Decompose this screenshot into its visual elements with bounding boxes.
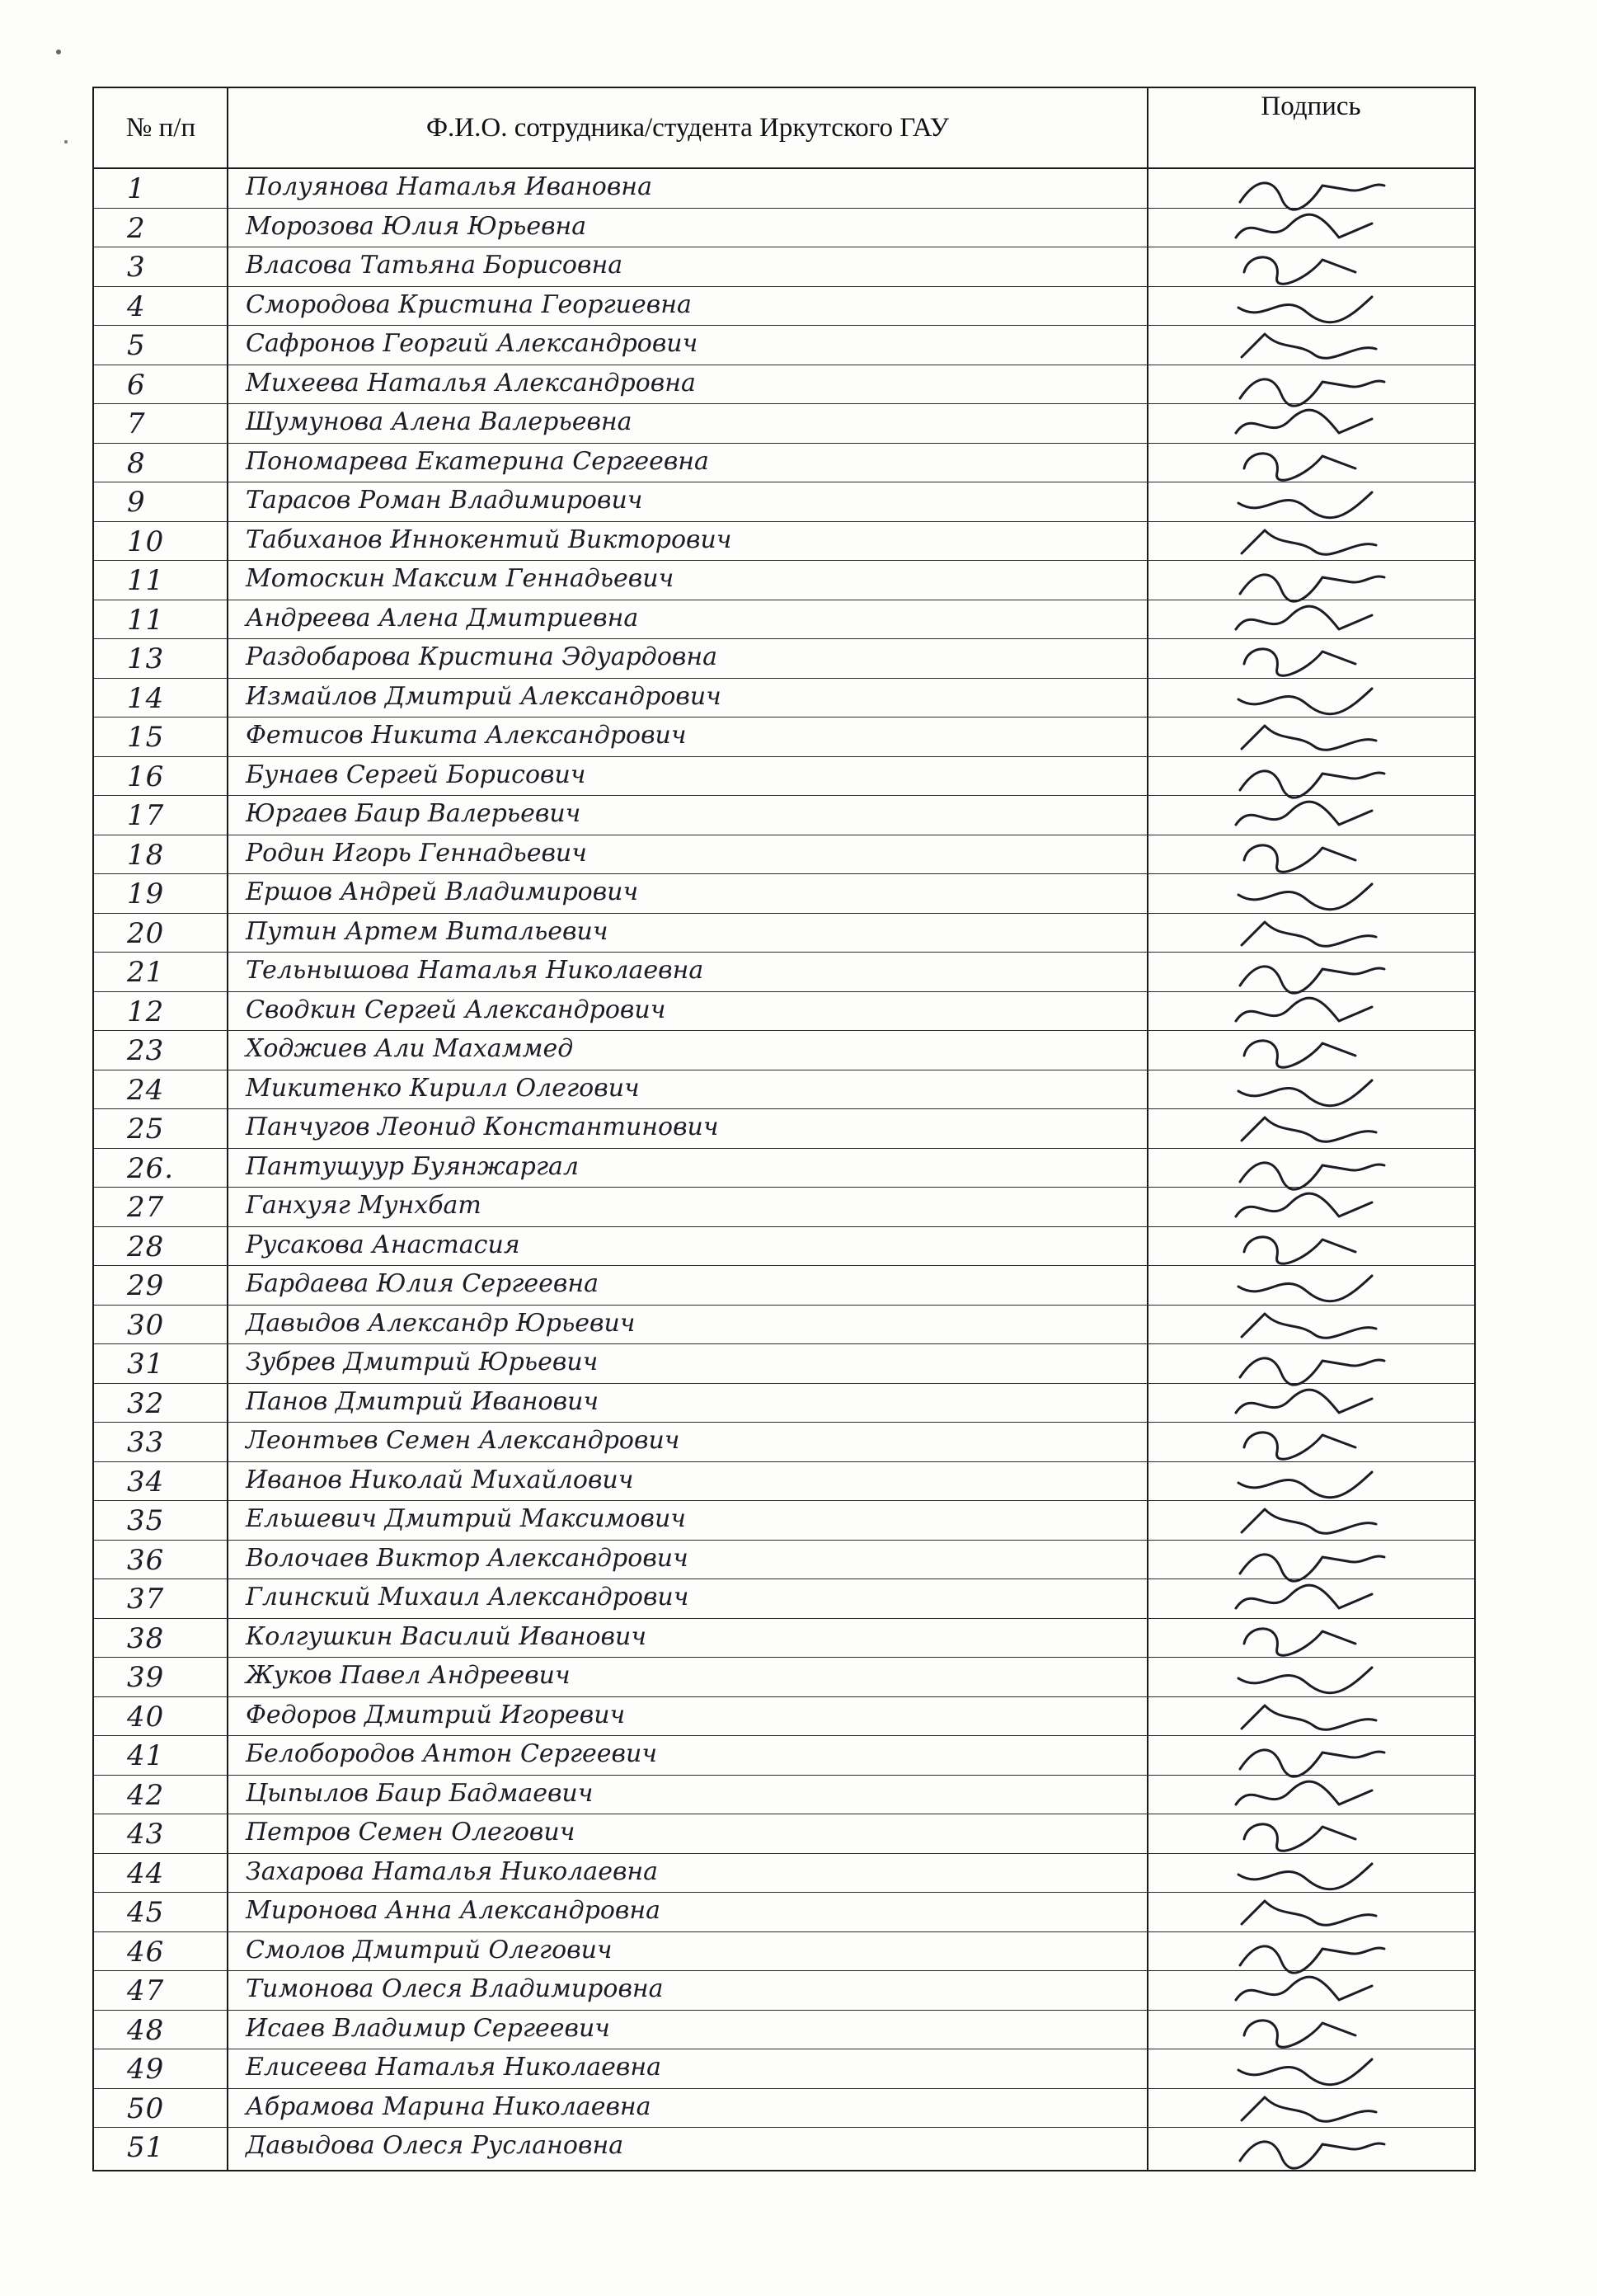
row-number: 34 (127, 1465, 165, 1499)
row-full-name: Пономарева Екатерина Сергеевна (246, 446, 709, 476)
row-full-name: Сводкин Сергей Александрович (246, 995, 666, 1024)
row-full-name: Ганхуяг Мунхбат (246, 1191, 481, 1220)
table-row (94, 1344, 1474, 1384)
row-number: 15 (127, 721, 165, 754)
header-full-name: Ф.И.О. сотрудника/студента Иркутского ГАУ (425, 112, 950, 143)
table-row (94, 247, 1474, 287)
row-number: 25 (127, 1113, 165, 1146)
scan-speck (56, 49, 61, 54)
table-row (94, 1306, 1474, 1345)
row-full-name: Федоров Дмитрий Игоревич (246, 1700, 626, 1729)
row-number: 51 (127, 2131, 165, 2164)
row-number: 2 (127, 211, 146, 245)
table-row (94, 1541, 1474, 1580)
table-row (94, 1619, 1474, 1658)
row-full-name: Тарасов Роман Владимирович (246, 486, 643, 515)
row-full-name: Ершов Андрей Владимирович (246, 877, 639, 906)
row-full-name: Родин Игорь Геннадьевич (246, 838, 587, 868)
table-row (94, 1579, 1474, 1619)
table-row (94, 1501, 1474, 1541)
table-row (94, 1854, 1474, 1894)
signature-sheet-table (92, 87, 1476, 2171)
table-row (94, 1776, 1474, 1815)
table-row (94, 1384, 1474, 1423)
row-full-name: Абрамова Марина Николаевна (246, 2091, 651, 2121)
row-number: 1 (127, 172, 146, 205)
header-number: № п/п (125, 112, 196, 143)
table-row (94, 1070, 1474, 1110)
table-row (94, 209, 1474, 248)
row-full-name: Исаев Владимир Сергеевич (246, 2013, 610, 2043)
table-row (94, 796, 1474, 835)
row-full-name: Юргаев Баир Валерьевич (246, 799, 581, 828)
row-number: 17 (127, 799, 165, 832)
row-full-name: Бардаева Юлия Сергеевна (246, 1269, 599, 1298)
table-row (94, 2128, 1474, 2167)
row-number: 46 (127, 1935, 165, 1969)
row-number: 6 (127, 368, 146, 402)
row-number: 19 (127, 877, 165, 910)
row-number: 3 (127, 251, 146, 284)
row-number: 42 (127, 1778, 165, 1812)
row-full-name: Шумунова Алена Валерьевна (246, 407, 632, 436)
row-full-name: Волочаев Виктор Александрович (246, 1543, 688, 1573)
row-full-name: Белобородов Антон Сергеевич (246, 1739, 657, 1768)
table-row (94, 874, 1474, 914)
table-row (94, 1031, 1474, 1070)
row-full-name: Жуков Павел Андреевич (246, 1661, 571, 1690)
row-number: 48 (127, 2013, 165, 2047)
row-number: 49 (127, 2053, 165, 2086)
row-full-name: Миронова Анна Александровна (246, 1896, 660, 1925)
row-full-name: Тимонова Олеся Владимировна (246, 1974, 664, 2003)
row-full-name: Бунаев Сергей Борисович (246, 760, 586, 789)
row-full-name: Иванов Николай Михайлович (246, 1465, 634, 1494)
row-number: 33 (127, 1426, 165, 1459)
row-number: 39 (127, 1661, 165, 1694)
row-number: 28 (127, 1230, 165, 1263)
header-signature: Подпись (1261, 92, 1361, 121)
row-number: 23 (127, 1034, 165, 1067)
table-row (94, 1423, 1474, 1462)
scan-speck (64, 140, 68, 144)
row-full-name: Пантушуур Буянжаргал (246, 1151, 580, 1181)
table-row (94, 2011, 1474, 2050)
row-full-name: Раздобарова Кристина Эдуардовна (246, 642, 717, 671)
row-number: 26. (127, 1151, 175, 1185)
row-full-name: Морозова Юлия Юрьевна (246, 211, 587, 241)
row-number: 29 (127, 1269, 165, 1302)
table-row (94, 639, 1474, 679)
row-full-name: Захарова Наталья Николаевна (246, 1856, 659, 1886)
row-full-name: Русакова Анастасия (246, 1230, 520, 1259)
row-number: 27 (127, 1191, 165, 1224)
table-row (94, 522, 1474, 562)
row-number: 35 (127, 1504, 165, 1537)
row-full-name: Глинский Михаил Александрович (246, 1583, 689, 1611)
row-full-name: Смолов Дмитрий Олегович (246, 1935, 613, 1964)
table-row (94, 1736, 1474, 1776)
table-row (94, 404, 1474, 444)
table-row (94, 1971, 1474, 2011)
row-full-name: Леонтьев Семен Александрович (246, 1426, 680, 1455)
row-number: 13 (127, 642, 165, 675)
row-number: 7 (127, 407, 146, 440)
table-row (94, 757, 1474, 797)
row-full-name: Зубрев Дмитрий Юрьевич (246, 1348, 599, 1376)
table-row (94, 1462, 1474, 1502)
table-row (94, 1814, 1474, 1854)
row-full-name: Петров Семен Олегович (246, 1818, 575, 1847)
row-number: 11 (127, 564, 165, 597)
row-number: 30 (127, 1308, 165, 1342)
table-row (94, 1893, 1474, 1932)
row-number: 45 (127, 1896, 165, 1929)
row-full-name: Давыдов Александр Юрьевич (246, 1308, 636, 1338)
table-row (94, 953, 1474, 992)
table-row (94, 169, 1474, 209)
table-row (94, 1266, 1474, 1306)
row-full-name: Ходжиев Али Махаммед (246, 1034, 574, 1063)
row-full-name: Табиханов Иннокентий Викторович (246, 525, 732, 554)
row-full-name: Елисеева Наталья Николаевна (246, 2053, 662, 2082)
row-number: 12 (127, 995, 165, 1028)
row-number: 20 (127, 916, 165, 950)
row-full-name: Панов Дмитрий Иванович (246, 1386, 599, 1416)
row-full-name: Смородова Кристина Георгиевна (246, 289, 692, 319)
table-row (94, 1109, 1474, 1149)
row-number: 9 (127, 486, 146, 519)
row-number: 50 (127, 2091, 165, 2125)
table-row (94, 365, 1474, 405)
row-full-name: Микитенко Кирилл Олегович (246, 1073, 640, 1103)
row-number: 32 (127, 1386, 165, 1420)
table-row (94, 600, 1474, 640)
row-number: 10 (127, 525, 165, 558)
table-row (94, 1149, 1474, 1188)
table-row (94, 1697, 1474, 1737)
row-full-name: Давыдова Олеся Руслановна (246, 2131, 624, 2160)
table-row (94, 2089, 1474, 2129)
row-full-name: Тельнышова Наталья Николаевна (246, 956, 704, 985)
table-row (94, 718, 1474, 757)
row-full-name: Михеева Наталья Александровна (246, 368, 696, 398)
row-full-name: Ельшевич Дмитрий Максимович (246, 1504, 686, 1533)
row-full-name: Измайлов Дмитрий Александрович (246, 681, 721, 711)
table-row (94, 1932, 1474, 1972)
row-number: 16 (127, 760, 165, 793)
row-number: 44 (127, 1856, 165, 1890)
row-number: 40 (127, 1700, 165, 1734)
row-number: 43 (127, 1818, 165, 1851)
table-header (94, 88, 1474, 169)
row-full-name: Андреева Алена Дмитриевна (246, 603, 639, 633)
table-row (94, 444, 1474, 483)
row-full-name: Колгушкин Василий Иванович (246, 1621, 647, 1651)
row-number: 21 (127, 956, 165, 989)
row-number: 41 (127, 1739, 165, 1772)
table-row (94, 1188, 1474, 1227)
row-full-name: Власова Татьяна Борисовна (246, 251, 623, 280)
row-number: 38 (127, 1621, 165, 1655)
row-full-name: Путин Артем Витальевич (246, 916, 608, 946)
table-row (94, 679, 1474, 718)
row-full-name: Сафронов Георгий Александрович (246, 329, 698, 358)
row-number: 4 (127, 289, 146, 323)
table-row (94, 835, 1474, 875)
row-number: 47 (127, 1974, 165, 2007)
table-row (94, 561, 1474, 600)
row-full-name: Панчугов Леонид Константинович (246, 1113, 719, 1141)
table-row (94, 482, 1474, 522)
table-row (94, 992, 1474, 1032)
row-number: 8 (127, 446, 146, 480)
handwritten-signature (1166, 2128, 1463, 2177)
table-row (94, 1658, 1474, 1697)
table-row (94, 326, 1474, 365)
row-number: 31 (127, 1348, 165, 1381)
row-number: 18 (127, 838, 165, 872)
row-number: 24 (127, 1073, 165, 1107)
table-row (94, 914, 1474, 953)
row-number: 36 (127, 1543, 165, 1577)
row-full-name: Мотоскин Максим Геннадьевич (246, 564, 674, 593)
row-number: 5 (127, 329, 146, 362)
table-row (94, 287, 1474, 327)
row-number: 14 (127, 681, 165, 715)
row-number: 37 (127, 1583, 165, 1616)
row-number: 11 (127, 603, 165, 637)
table-body (94, 169, 1474, 2167)
row-full-name: Фетисов Никита Александрович (246, 721, 687, 750)
table-row (94, 1227, 1474, 1267)
row-full-name: Цыпылов Баир Бадмаевич (246, 1778, 594, 1808)
table-row (94, 2049, 1474, 2089)
row-full-name: Полуянова Наталья Ивановна (246, 172, 652, 201)
